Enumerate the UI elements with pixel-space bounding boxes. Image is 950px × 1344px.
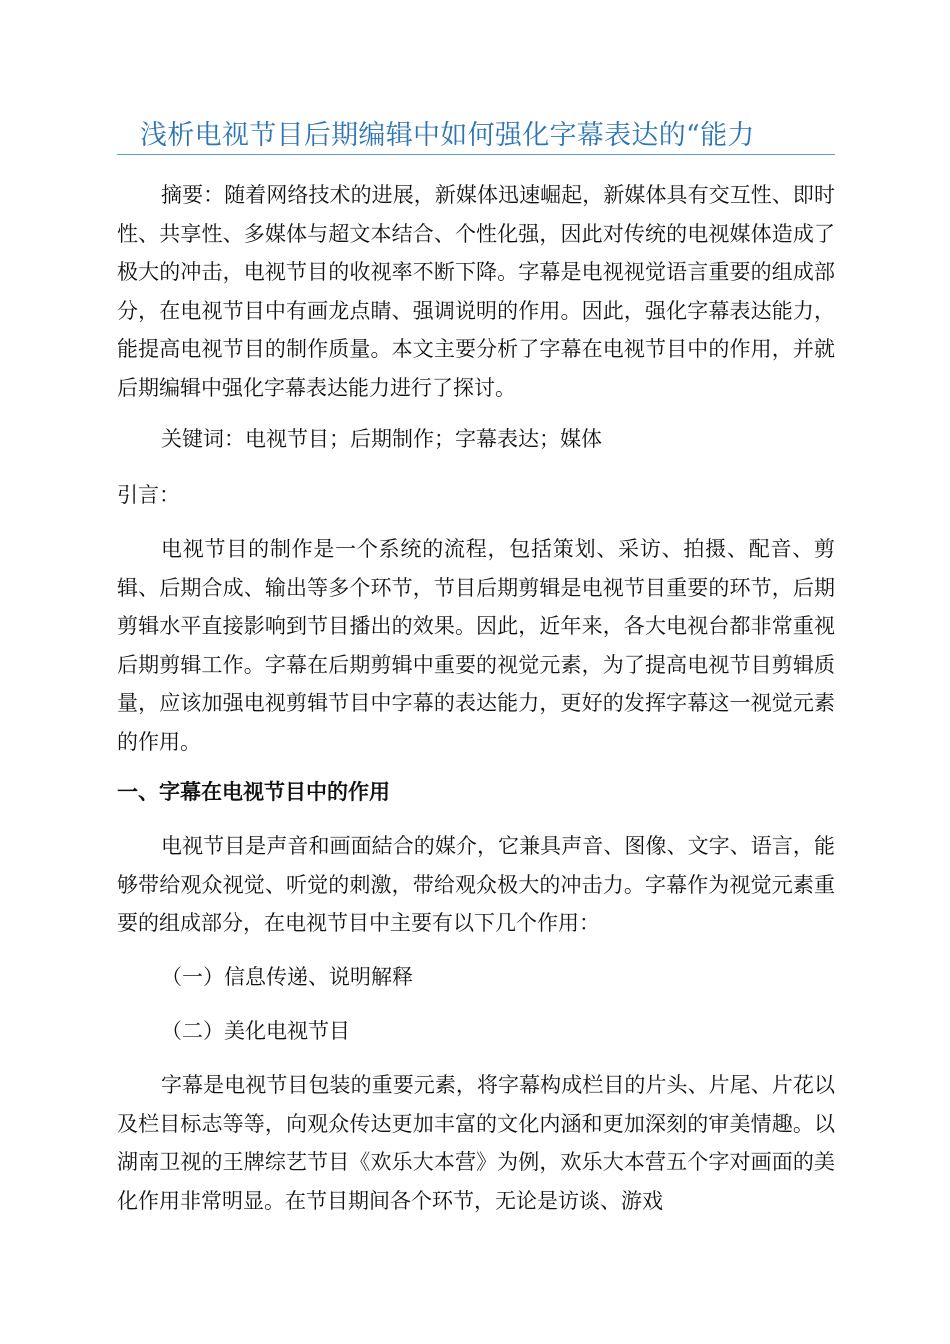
section-paragraph: 电视节目是声音和画面結合的媒介，它兼具声音、图像、文字、语言，能够带给观众视觉、听觉的刺激，带给观众极大的冲击力。字幕作为视觉元素重要的组成部分，在电视节目中主要有以下几个作用： bbox=[117, 834, 835, 935]
abstract-paragraph: 摘要：随着网络技术的进展，新媒体迅速崛起，新媒体具有交互性、即时性、共享性、多媒体与超文本结合、个性化强，因此对传统的电视媒体造成了极大的冲击，电视节目的收视率不断下降。字幕是电视视觉语言重要的组成部分，在电视节目中有画龙点睛、强调说明的作用。因此，强化字幕表达能力，能提高电视节目的制作质量。本文主要分析了字幕在电视节目中的作用，并就后期编辑中强化字幕表达能力进行了探讨。 bbox=[117, 183, 835, 400]
title-underline bbox=[117, 154, 835, 155]
subsection-heading-1: （一）信息传递、说明解释 bbox=[161, 965, 413, 989]
subsection-paragraph: 字幕是电视节目包装的重要元素，将字幕构成栏目的片头、片尾、片花以及栏目标志等等，向观众传达更加丰富的文化内涵和更加深刻的审美情趣。以湖南卫视的王牌综艺节目《欢乐大本营》为例，欢乐大本营五个字对画面的美化作用非常明显。在节目期间各个环节，无论是访谈、游戏 bbox=[117, 1073, 835, 1213]
keywords-line: 关键词：电视节目；后期制作；字幕表达；媒体 bbox=[161, 427, 602, 451]
section-heading: 一、字幕在电视节目中的作用 bbox=[117, 780, 390, 804]
subsection-heading-2: （二）美化电视节目 bbox=[161, 1019, 350, 1043]
intro-paragraph: 电视节目的制作是一个系统的流程，包括策划、采访、拍摄、配音、剪辑、后期合成、输出等多个环节，节目后期剪辑是电视节目重要的环节，后期剪辑水平直接影响到节目播出的效果。因此，近年来，各大电视台都非常重视后期剪辑工作。字幕在后期剪辑中重要的视觉元素，为了提高电视节目剪辑质量，应该加强电视剪辑节目中字幕的表达能力，更好的发挥字幕这一视觉元素的作用。 bbox=[117, 537, 835, 754]
intro-label: 引言： bbox=[117, 483, 180, 507]
document-title: 浅析电视节目后期编辑中如何强化字幕表达的“能力 bbox=[140, 120, 755, 151]
